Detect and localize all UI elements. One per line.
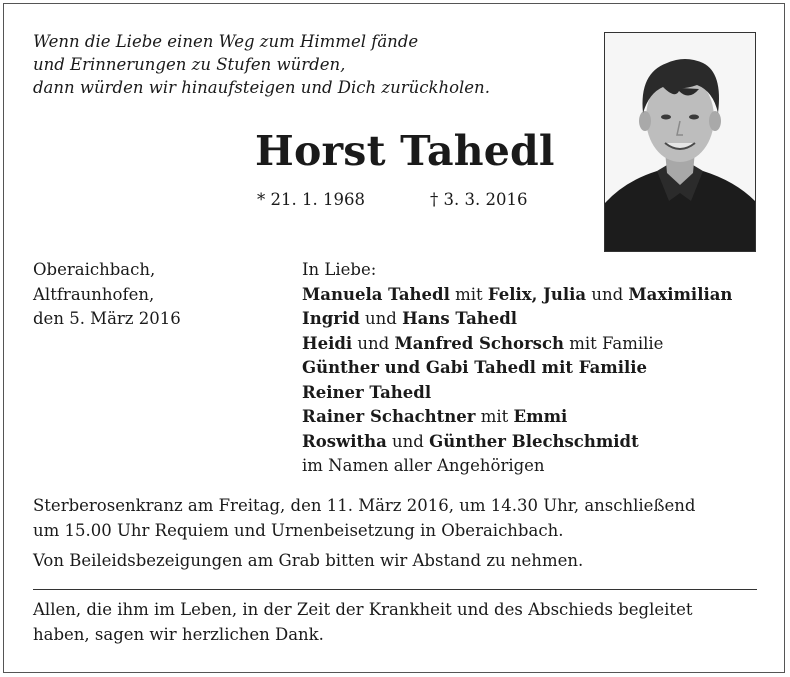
mourner-name: Rainer Schachtner: [302, 407, 476, 426]
portrait-photo: [604, 32, 756, 252]
mourner-line: [302, 454, 732, 479]
mourner-connector: im Namen aller Angehörigen: [302, 456, 545, 475]
service-line: um 15.00 Uhr Requiem und Urnenbeisetzung in Oberaichbach.: [33, 520, 564, 540]
place-line: Altfraunhofen,: [33, 284, 155, 304]
mourner-name: Günther Blechschmidt: [429, 431, 639, 451]
mourner-line: [302, 381, 732, 406]
memorial-poem: [33, 30, 490, 99]
mourner-connector: und: [386, 431, 430, 451]
mourner-name: Reiner Tahedl: [302, 382, 432, 402]
mourner-name: Hans Tahedl: [402, 309, 518, 328]
mourners-list: [302, 258, 732, 479]
mourner-name: Günther und Gabi Tahedl mit Familie: [302, 358, 648, 377]
date-line: den 5. März 2016: [33, 309, 181, 328]
birth-date: * 21. 1. 1968: [257, 190, 365, 209]
mourner-line: [302, 307, 732, 332]
service-announcement: [33, 494, 695, 543]
mourner-name: Emmi: [513, 407, 568, 426]
mourner-line: [302, 356, 732, 381]
death-date: † 3. 3. 2016: [430, 190, 528, 209]
mourner-connector: mit: [475, 407, 514, 426]
mourner-connector: mit: [449, 284, 488, 304]
place-and-date: [33, 258, 181, 332]
mourner-name: Heidi: [302, 333, 353, 353]
thanks-line: haben, sagen wir herzlichen Dank.: [33, 624, 324, 644]
mourner-connector: mit Familie: [564, 333, 664, 353]
portrait-image: [605, 33, 755, 251]
mourner-name: Felix, Julia: [487, 284, 587, 304]
mourner-name: Manuela Tahedl: [302, 284, 450, 304]
poem-line: dann würden wir hinaufsteigen und Dich zurückholen.: [33, 78, 490, 97]
mourner-name: Roswitha: [302, 431, 387, 451]
divider: [33, 589, 757, 590]
mourner-line: [302, 405, 732, 430]
poem-line: und Erinnerungen zu Stufen würden,: [33, 55, 346, 74]
mourner-line: [302, 283, 732, 308]
service-line: Sterberosenkranz am Freitag, den 11. März 2016, um 14.30 Uhr, anschließend: [33, 496, 696, 515]
mourner-connector: und: [586, 284, 629, 304]
mourner-line: [302, 332, 732, 357]
deceased-name: Horst Tahedl: [255, 127, 555, 175]
place-line: Oberaichbach,: [33, 260, 156, 279]
thanks-note: [33, 598, 692, 647]
mourner-line: [302, 430, 732, 455]
mourner-name: Ingrid: [302, 309, 360, 328]
mourner-name: Maximilian: [628, 284, 733, 304]
mourners-intro: In Liebe:: [302, 260, 377, 279]
mourner-name: Manfred Schorsch: [394, 333, 564, 353]
thanks-line: Allen, die ihm im Leben, in der Zeit der Krankheit und des Abschieds begleitet: [33, 600, 693, 619]
condolence-request: Von Beileidsbezeigungen am Grab bitten wir Abstand zu nehmen.: [33, 551, 584, 570]
mourner-connector: und: [352, 333, 395, 353]
poem-line: Wenn die Liebe einen Weg zum Himmel fände: [33, 32, 419, 51]
mourner-connector: und: [359, 309, 403, 328]
